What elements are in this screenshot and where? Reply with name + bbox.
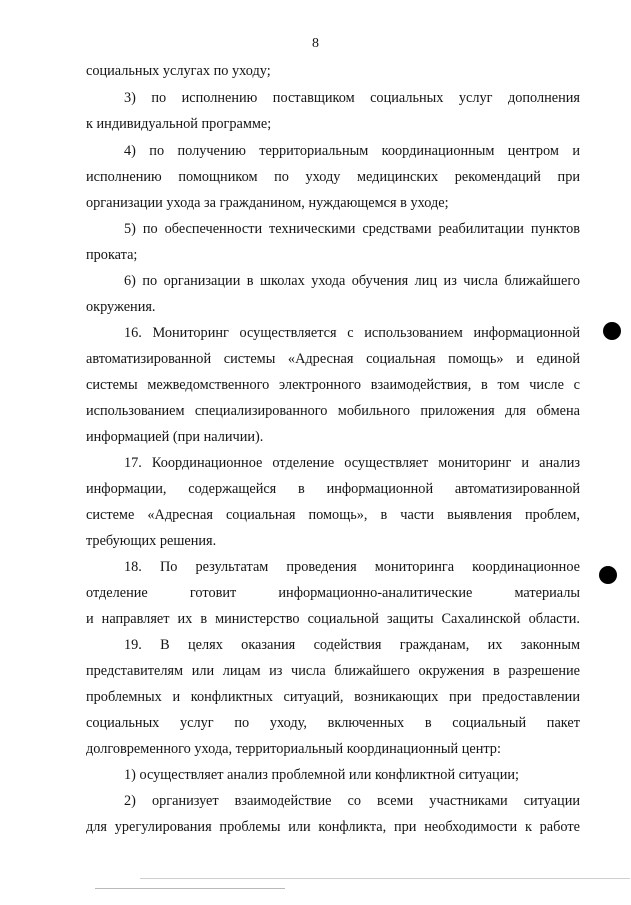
page-number: 8 <box>312 36 319 51</box>
text-line: 6) по организации в школах ухода обучения лиц из числа ближайшего <box>124 273 580 289</box>
text-line: 5) по обеспеченности техническими средствами реабилитации пунктов <box>124 221 580 237</box>
text-line: социальных услугах по уходу; <box>86 63 271 79</box>
text-line: 1) осуществляет анализ проблемной или конфликтной ситуации; <box>124 767 519 783</box>
text-line: 19. В целях оказания содействия гражданам, их законным <box>124 637 580 653</box>
text-line: представителям или лицам из числа ближайшего окружения в разрешение <box>86 663 580 679</box>
text-line: 16. Мониторинг осуществляется с использованием информационной <box>124 325 580 341</box>
text-line: долговременного ухода, территориальный координационный центр: <box>86 741 501 757</box>
text-line: 17. Координационное отделение осуществляет мониторинг и анализ <box>124 455 580 471</box>
punch-hole <box>603 322 621 340</box>
scan-edge-line <box>95 888 285 889</box>
text-line: требующих решения. <box>86 533 217 549</box>
text-line: проката; <box>86 247 138 263</box>
text-line: системы межведомственного электронного взаимодействия, в том числе с <box>86 377 580 393</box>
punch-hole <box>599 566 617 584</box>
text-line: информации, содержащейся в информационной автоматизированной <box>86 481 580 497</box>
text-line: информацией (при наличии). <box>86 429 264 445</box>
text-line: организации ухода за гражданином, нуждающемся в уходе; <box>86 195 449 211</box>
text-line: 3) по исполнению поставщиком социальных услуг дополнения <box>124 90 580 106</box>
text-line: и направляет их в министерство социальной защиты Сахалинской области. <box>86 611 580 627</box>
text-line: автоматизированной системы «Адресная социальная помощь» и единой <box>86 351 580 367</box>
text-line: социальных услуг по уходу, включенных в социальный пакет <box>86 715 580 731</box>
text-line: к индивидуальной программе; <box>86 116 272 132</box>
text-line: 18. По результатам проведения мониторинга координационное <box>124 559 580 575</box>
text-line: для урегулирования проблемы или конфликта, при необходимости к работе <box>86 819 580 835</box>
text-line: 2) организует взаимодействие со всеми участниками ситуации <box>124 793 580 809</box>
text-line: исполнению помощником по уходу медицинских рекомендаций при <box>86 169 580 185</box>
text-line: отделение готовит информационно-аналитические материалы <box>86 585 580 601</box>
text-line: окружения. <box>86 299 156 315</box>
text-line: проблемных и конфликтных ситуаций, возникающих при предоставлении <box>86 689 580 705</box>
text-line: использованием специализированного мобильного приложения для обмена <box>86 403 580 419</box>
text-line: 4) по получению территориальным координационным центром и <box>124 143 580 159</box>
text-line: системе «Адресная социальная помощь», в части выявления проблем, <box>86 507 580 523</box>
scan-edge-line <box>140 878 630 879</box>
